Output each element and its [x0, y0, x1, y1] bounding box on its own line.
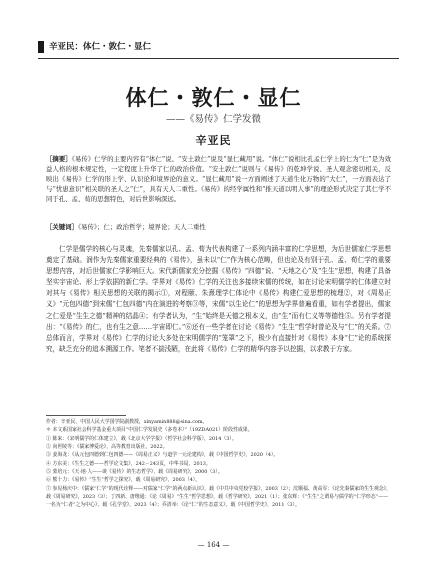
header-marker-bar: [38, 41, 44, 53]
abstract: [46, 155, 391, 205]
author-name: 辛亚民: [195, 134, 232, 147]
footnote-author-info: 作者：辛亚民，中国人民大学国学院副教授，xinyamin888@sina.com。: [46, 419, 208, 425]
footnote-4: ④ 方东美：《生生之德——哲学论文集》，242－243页，中华书局，2013。: [46, 460, 211, 467]
running-header: [38, 40, 399, 55]
header-divider: [38, 58, 399, 59]
abstract-text: 《易传》仁学的主要内容有“体仁”说、“安土敦仁”说及“显仁藏用”说。“体仁”说相比孔孟仁学上的仁为“仁”是为效益人格的根本规定性，一定程度上升华了仁的政治价值。“安土敦仁”说则与《易传》的乾坤学说、圣人观念密切相关，反映出《易传》仁学的形上学、认识论和境界论的意义。“显仁藏用”说一方面阐述了天道生化万物的“大仁”，一方面表达了与“忧患意识”相关联的圣人之“仁”，具有天人二重性。《易传》的经学属性和“推天道以明人事”的理论形式决定了其仁学不同于孔、孟、荀的思想特色，对后世影响深远。: [46, 155, 391, 203]
body-paragraph: 仁学是儒学的核心与灵魂，先秦儒家以孔、孟、荀为代表构建了一系列内涵丰富的仁学思想，为后世儒家仁学思想奠定了基础。润作为先秦儒家重要经典的《易传》，虽未以“仁”作为核心范畴，但也论及有别于孔、孟、荀仁学的重要思想内容，对后世儒家仁学影响巨大。宋代新儒家充分挖掘《易传》“四德”说、“天地之心”及“生生”思想，构建了具备坚实宇宙论、形上学依据的新仁学。学界对《易传》仁学的关注也多接续宋儒的传统，如在讨论宋明儒学的仁体建立时对其与《易传》相关思想的关联的揭示①，对程颐、朱熹理学仁体论中《易传》构建仁爱思想的梳理②，对《周易正义》“元包四德”到宋儒“仁包四德”内在演进的考察③等，宋儒“以生论仁”的思想为学界普遍看重，如有学者提出，儒家之仁爱是“生生之德”精神的结晶④；有学者认为，“生”始终是天德之根本义，由“生”而有仁义等等德性⑤。另有学者提出：“《易传》的仁，也有生之意……宇宙即仁。”⑥还有一些学者在讨论《易传》“生生”哲学时曾论及与“仁”的关系。⑦总体而言，学界对《易传》仁学的讨论大多处在宋明儒学的“笼罩”之下，极少有直接针对《易传》本身“仁”论的系统探究，缺乏充分的追本溯源工作。笔者不揣浅陋，在此将《易传》仁学的精华内容予以挖掘，以求教于方家。: [46, 245, 391, 353]
footnote-funding: ＊ 本文系国家社会科学基金重大项目“中国仁学发展史（多卷本）”（19ZDA021）阶段性成果。: [46, 427, 253, 434]
footnote-5: ⑤ 蒙培元：《天·地·人——谈《易传》的生态哲学》，载《周易研究》，2000（3）。: [46, 469, 223, 476]
footnotes: [46, 418, 391, 510]
footnote-1: ① 陈来：《宋明儒学的仁体建立》，载《北京大学学报》（哲学社会科学版），2014（3）。: [46, 435, 237, 442]
footnote-7: ⑦ 参见杨庆中：《儒家“仁学”的现代诠释——对儒家“仁学”的两点新认识》，载《中共中央党校学报》，2003（2）；沈顺福、黄高军：《论先秦儒家的生生观念》，载《周易研究》，2023（3）；丁四新、唐维通：《论《周易》“生生”哲学思想》，载《哲学研究》，2021（1）；张东辉：《“生生”之谓易与儒学的“仁学形态”——一名为“仁者”之为中心》，载《孔学堂》，2023（4）；乔清举：《论“仁”的生态意义》，载《中国哲学史》，2011（3）。: [46, 485, 391, 509]
keywords-text: 《易传》；仁；政治哲学；境界论；天人二重性: [77, 223, 206, 231]
page-number: — 164 —: [197, 541, 230, 549]
body-text: [46, 244, 391, 355]
keywords-label: ［关键词］: [46, 223, 78, 231]
abstract-label: ［摘要］: [46, 155, 72, 163]
footnote-divider: [46, 415, 126, 416]
footnote-3: ③ 姜海龙：《从元包四德到仁包四德——《周易正义》与道学一元论建构》，载《中国哲学史》，2020（4）。: [46, 452, 279, 459]
keywords: [46, 222, 391, 232]
article-title: 体仁・敦仁・显仁: [125, 85, 302, 110]
footnote-6: ⑥ 熊十力：《易传》“生生”哲学之探究》，载《周易研究》，2003（4）。: [46, 477, 201, 484]
footnote-2: ② 向世陵等：《儒家博爱论》，高等教育出版社，2022。: [46, 444, 168, 451]
running-header-text: 辛亚民：体仁・敦仁・显仁: [49, 42, 152, 52]
article-subtitle: ——《易传》仁学发微: [165, 114, 261, 125]
